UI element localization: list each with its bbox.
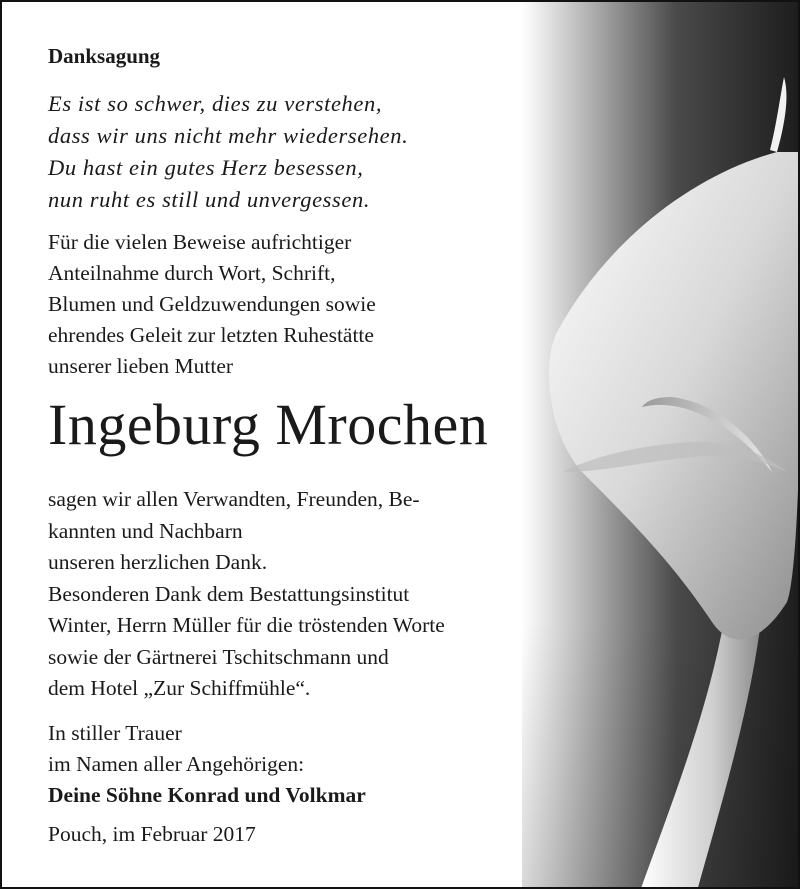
place-date: Pouch, im Februar 2017 (48, 822, 256, 846)
gratitude-line: unseren herzlichen Dank. (48, 550, 268, 574)
signed-by: Deine Söhne Konrad und Volkmar (48, 783, 366, 807)
gratitude-paragraph (48, 484, 445, 705)
gratitude-line: Winter, Herrn Müller für die tröstenden Worte (48, 613, 445, 637)
thanks-paragraph (48, 227, 376, 382)
closing-line: im Namen aller Angehörigen: (48, 752, 305, 776)
poem-line: Du hast ein gutes Herz besessen, (48, 155, 364, 180)
heading: Danksagung (48, 44, 161, 68)
gratitude-line: Besonderen Dank dem Bestattungsinstitut (48, 581, 410, 606)
thanks-line: Blumen und Geldzuwendungen sowie (48, 292, 376, 316)
closing-line: In stiller Trauer (48, 721, 182, 745)
thanks-line: Für die vielen Beweise aufrichtiger (48, 230, 352, 254)
gratitude-line: kannten und Nachbarn (48, 518, 243, 543)
poem-line: dass wir uns nicht mehr wiedersehen. (48, 123, 409, 148)
poem-line: Es ist so schwer, dies zu verstehen, (48, 91, 383, 116)
poem-line: nun ruht es still und unvergessen. (48, 187, 371, 212)
calla-lily-illustration (522, 2, 800, 889)
thanks-line: unserer lieben Mutter (48, 354, 234, 378)
gratitude-line: sagen wir allen Verwandten, Freunden, Be- (48, 487, 420, 511)
calla-lily-photo (522, 2, 800, 889)
closing (48, 718, 366, 811)
gratitude-line: dem Hotel „Zur Schiffmühle“. (48, 676, 311, 700)
gratitude-line: sowie der Gärtnerei Tschitschmann und (48, 644, 389, 669)
thanks-line: Anteilnahme durch Wort, Schrift, (48, 261, 336, 285)
poem (48, 88, 408, 216)
deceased-name: Ingeburg Mrochen (48, 392, 489, 457)
thanks-line: ehrendes Geleit zur letzten Ruhestätte (48, 323, 374, 347)
